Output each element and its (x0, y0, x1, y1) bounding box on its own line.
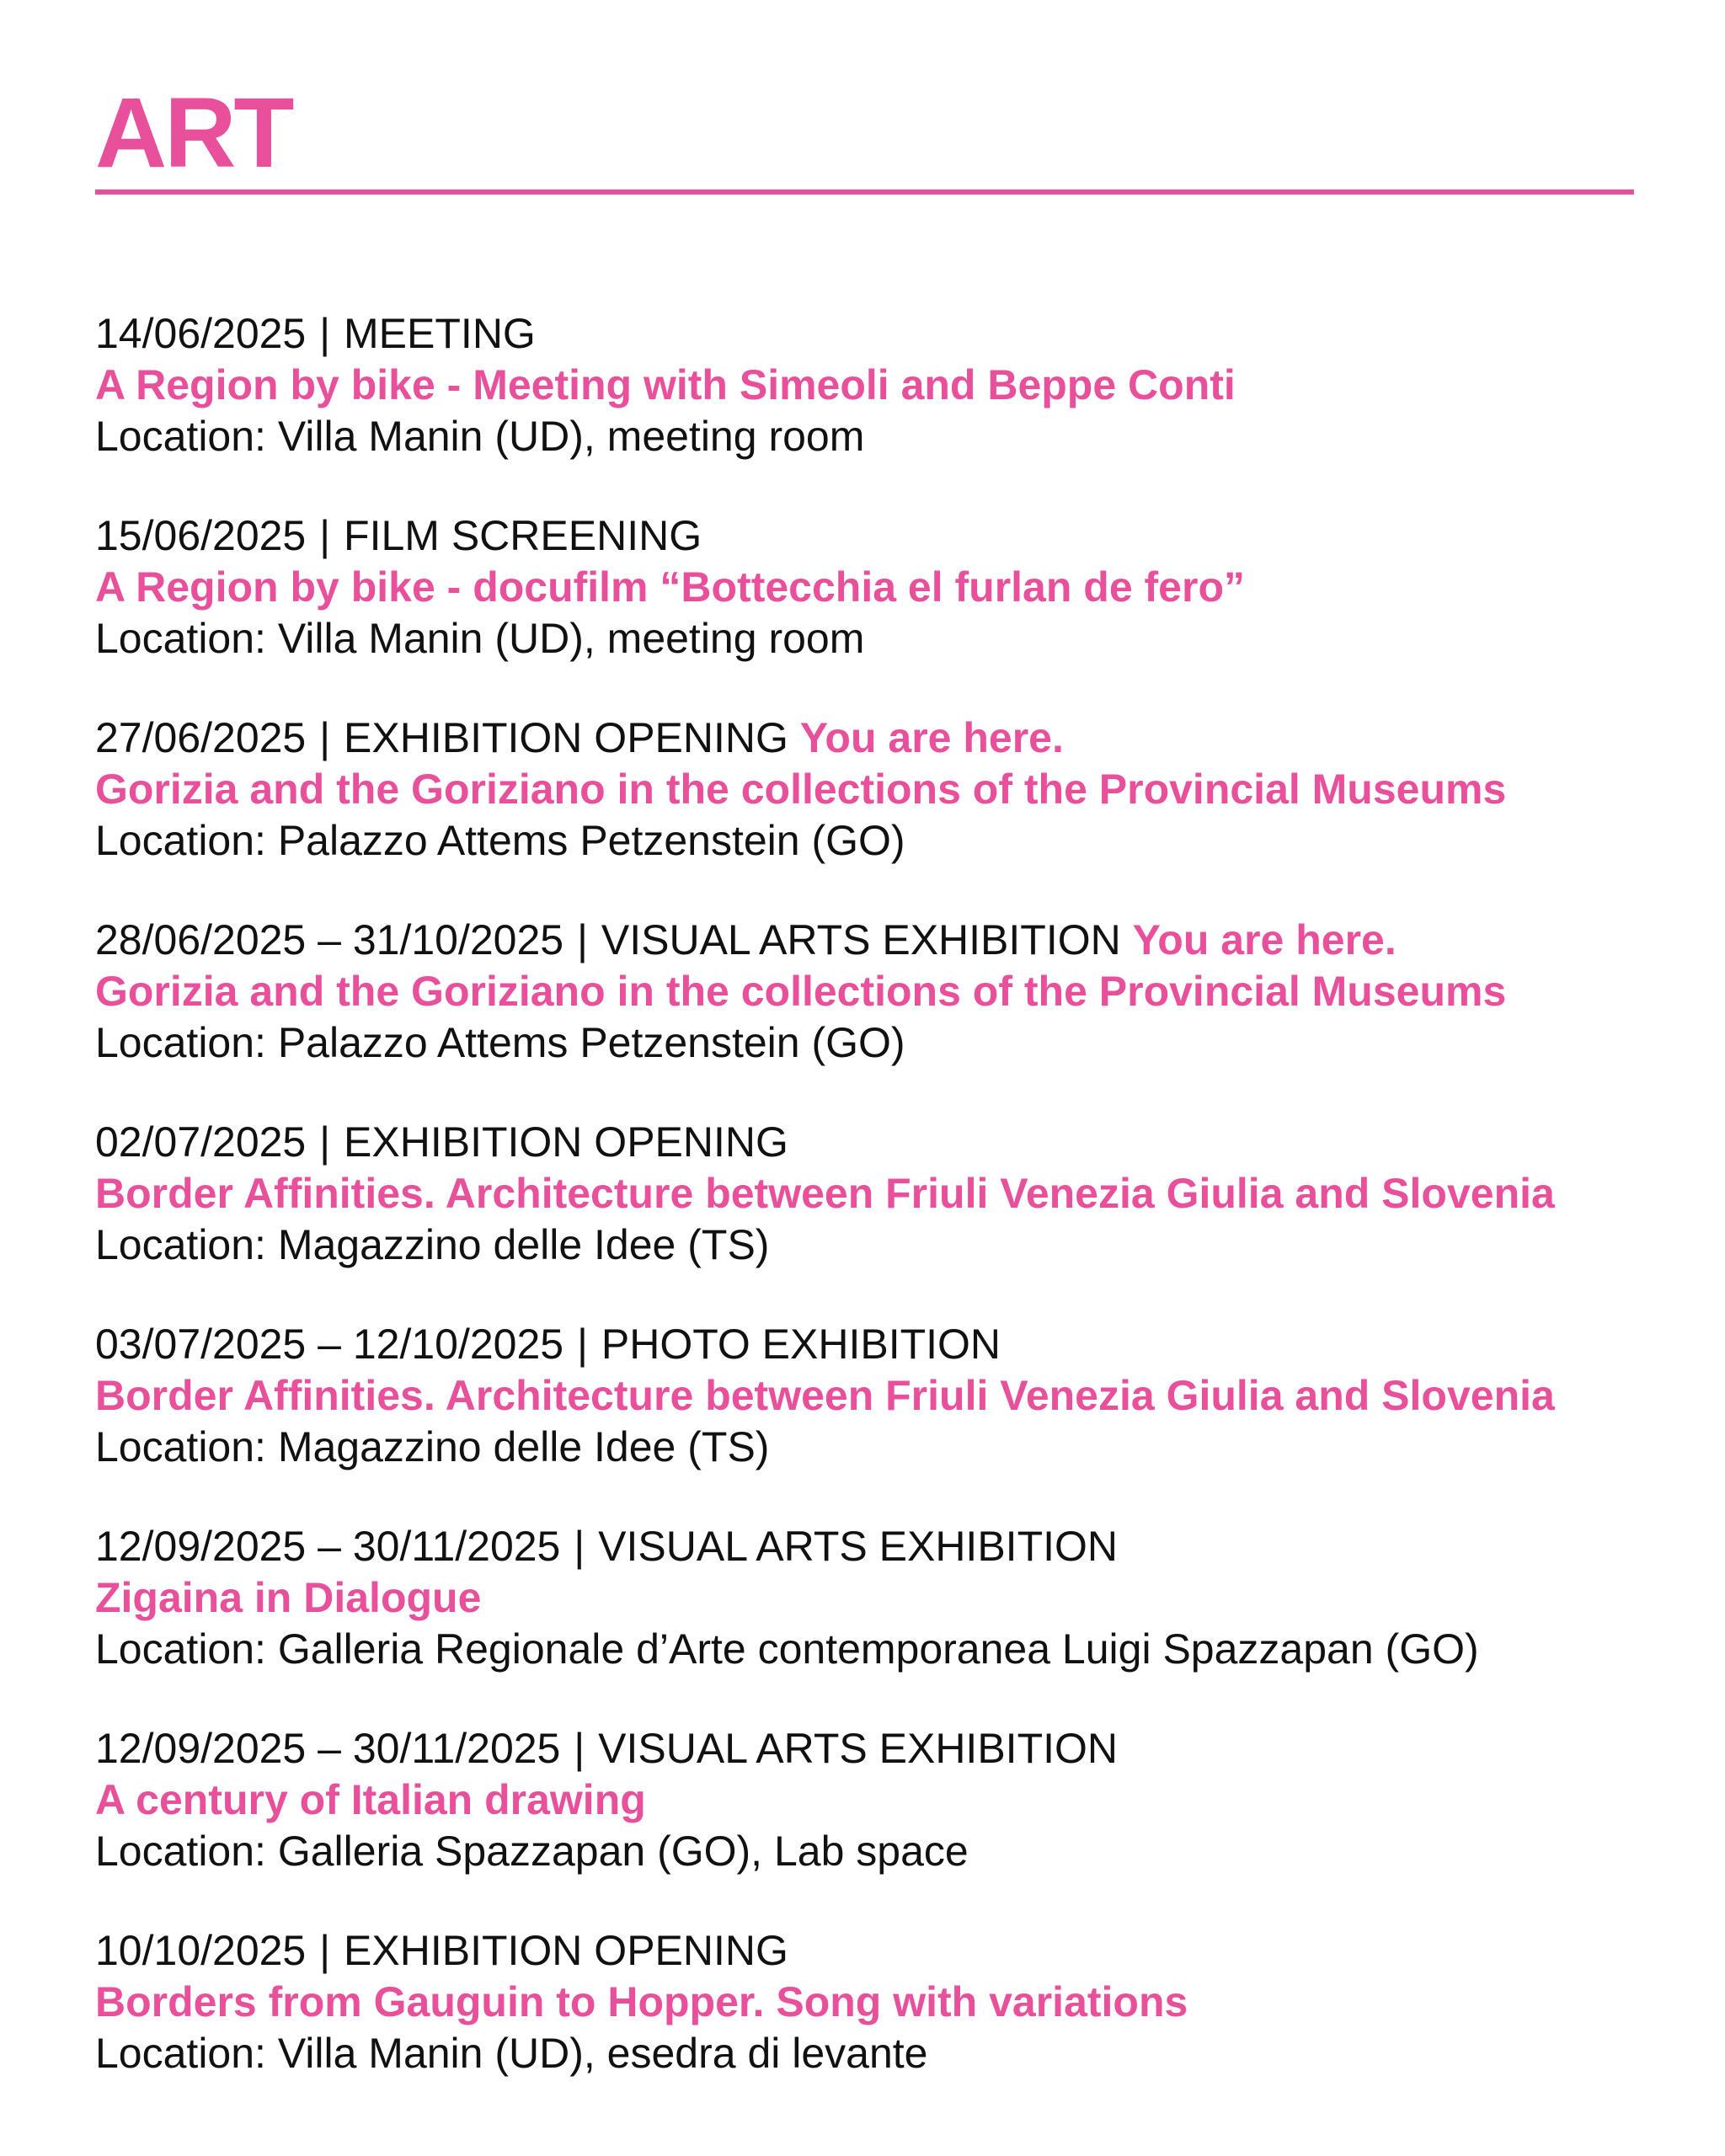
event-location: Location: Villa Manin (UD), meeting room (95, 413, 865, 460)
event-type: EXHIBITION OPENING (344, 1118, 788, 1166)
event-date: 12/09/2025 – 30/11/2025 (95, 1523, 561, 1570)
event-title: Border Affinities. Architecture between Friuli Venezia Giulia and Slovenia (95, 1170, 1555, 1217)
event-item (95, 915, 1679, 1117)
event-date: 03/07/2025 – 12/10/2025 (95, 1321, 564, 1368)
event-title: Borders from Gauguin to Hopper. Song with variations (95, 1978, 1188, 2025)
event-meta-line (95, 1117, 1679, 1168)
event-date: 15/06/2025 (95, 512, 307, 559)
event-title: Gorizia and the Goriziano in the collections of the Provincial Museums (95, 968, 1507, 1015)
event-meta-line (95, 712, 1679, 764)
event-separator: | (307, 714, 343, 761)
event-item (95, 1925, 1679, 2127)
event-item (95, 510, 1679, 712)
event-title: A Region by bike - Meeting with Simeoli and Beppe Conti (95, 361, 1236, 408)
event-type: FILM SCREENING (344, 512, 702, 559)
event-inline-title: You are here. (1132, 916, 1397, 963)
event-item (95, 1117, 1679, 1319)
event-location: Location: Villa Manin (UD), esedra di levante (95, 2030, 928, 2077)
event-type: VISUAL ARTS EXHIBITION (598, 1725, 1119, 1772)
event-title: Border Affinities. Architecture between Friuli Venezia Giulia and Slovenia (95, 1372, 1555, 1419)
event-location: Location: Magazzino delle Idee (TS) (95, 1423, 770, 1470)
event-item (95, 712, 1679, 915)
event-inline-title: You are here. (799, 714, 1064, 761)
event-type: VISUAL ARTS EXHIBITION (598, 1523, 1119, 1570)
event-type: EXHIBITION OPENING (344, 1927, 788, 1974)
event-separator: | (307, 310, 343, 357)
event-meta-line (95, 1925, 1679, 1977)
event-separator: | (562, 1523, 597, 1570)
event-item (95, 1521, 1679, 1723)
event-title: A Region by bike - docufilm “Bottecchia el furlan de fero” (95, 563, 1245, 611)
event-title: Gorizia and the Goriziano in the collections of the Provincial Museums (95, 766, 1507, 813)
event-title: Zigaina in Dialogue (95, 1574, 482, 1621)
event-date: 28/06/2025 – 31/10/2025 (95, 916, 564, 963)
event-meta-line (95, 915, 1679, 966)
event-location: Location: Palazzo Attems Petzenstein (GO) (95, 817, 905, 864)
event-item (95, 1319, 1679, 1521)
event-type: PHOTO EXHIBITION (601, 1321, 1001, 1368)
event-item (95, 308, 1679, 510)
event-item (95, 1723, 1679, 1925)
event-list (95, 308, 1679, 2127)
event-type: EXHIBITION OPENING (344, 714, 788, 761)
event-location: Location: Villa Manin (UD), meeting room (95, 615, 865, 662)
event-date: 27/06/2025 (95, 714, 307, 761)
event-separator: | (565, 916, 600, 963)
event-separator: | (307, 1927, 343, 1974)
section-title: ART (95, 77, 292, 189)
event-type: MEETING (344, 310, 536, 357)
event-date: 10/10/2025 (95, 1927, 307, 1974)
event-date: 14/06/2025 (95, 310, 307, 357)
event-meta-line (95, 1723, 1679, 1774)
event-title: A century of Italian drawing (95, 1776, 646, 1823)
event-meta-line (95, 308, 1679, 360)
event-meta-line (95, 1521, 1679, 1572)
event-location: Location: Galleria Regionale d’Arte contemporanea Luigi Spazzapan (GO) (95, 1625, 1479, 1673)
event-separator: | (307, 1118, 343, 1166)
event-location: Location: Galleria Spazzapan (GO), Lab space (95, 1828, 969, 1875)
event-separator: | (307, 512, 343, 559)
event-date: 12/09/2025 – 30/11/2025 (95, 1725, 561, 1772)
event-location: Location: Magazzino delle Idee (TS) (95, 1221, 770, 1268)
event-separator: | (565, 1321, 600, 1368)
event-meta-line (95, 1319, 1679, 1370)
event-type: VISUAL ARTS EXHIBITION (601, 916, 1121, 963)
title-divider (95, 189, 1634, 195)
event-date: 02/07/2025 (95, 1118, 307, 1166)
event-separator: | (562, 1725, 597, 1772)
event-meta-line (95, 510, 1679, 562)
event-location: Location: Palazzo Attems Petzenstein (GO) (95, 1019, 905, 1066)
